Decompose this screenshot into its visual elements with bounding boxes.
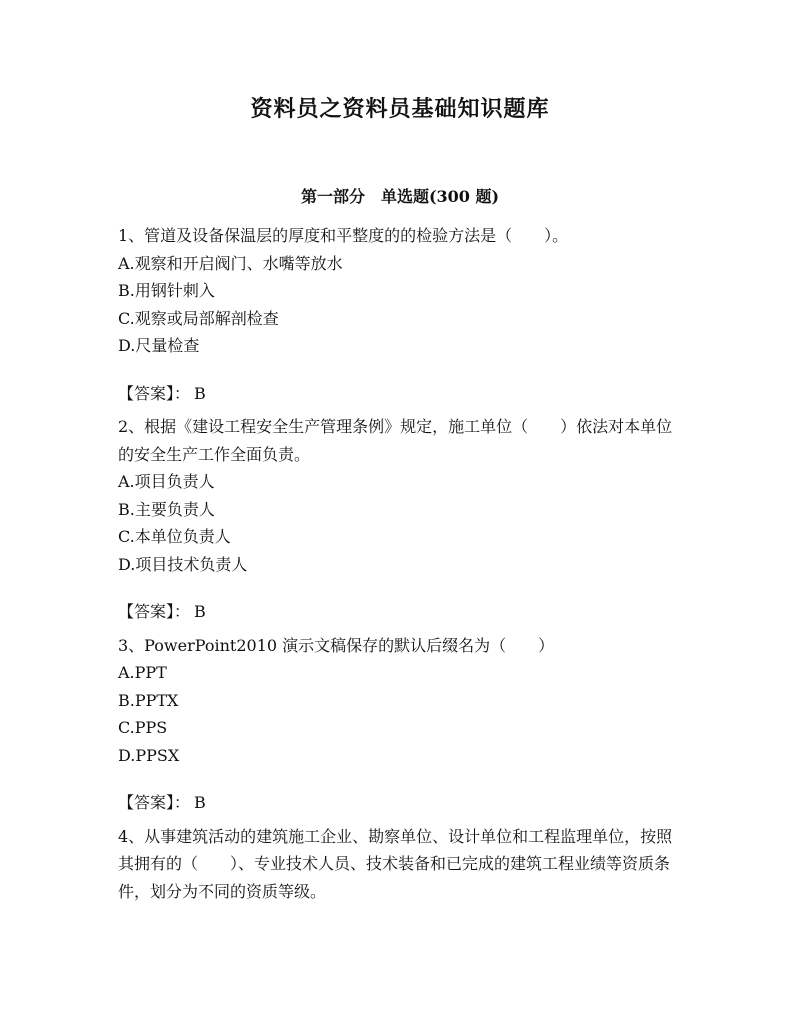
question-1 <box>118 222 688 407</box>
option-c: C.观察或局部解剖检查 <box>118 308 279 328</box>
answer-line <box>118 789 688 817</box>
option-d: D.项目技术负责人 <box>118 554 248 574</box>
question-stem: 4、从事建筑活动的建筑施工企业、勘察单位、设计单位和工程监理单位，按照其拥有的（ ）、专业技术人员、技术装备和已完成的建筑工程业绩等资质条件，划分为不同的资质等级。 <box>118 826 673 901</box>
document-title: 资料员之资料员基础知识题库 <box>250 96 550 122</box>
option-b: B.用钢针刺入 <box>118 281 215 300</box>
option-b: B.主要负责人 <box>118 499 215 519</box>
answer-line <box>118 598 688 626</box>
option-c: C.PPS <box>118 718 168 737</box>
question-stem: 3、PowerPoint2010 演示文稿保存的默认后缀名为（ ） <box>118 635 555 655</box>
answer-label: 【答案】： <box>118 793 191 812</box>
option-a: A.观察和开启阀门、水嘴等放水 <box>118 253 343 273</box>
question-2 <box>118 413 688 626</box>
question-3 <box>118 632 688 817</box>
question-stem: 1、管道及设备保温层的厚度和平整度的的检验方法是（ ）。 <box>118 226 569 245</box>
section-title: 第一部分 单选题(300 题) <box>300 187 500 206</box>
option-a: A.项目负责人 <box>118 472 215 491</box>
answer-value: B <box>194 602 206 621</box>
question-4 <box>118 823 688 906</box>
option-d: D.尺量检查 <box>118 336 200 355</box>
answer-label: 【答案】： <box>118 602 191 621</box>
answer-value: B <box>194 383 206 403</box>
option-d: D.PPSX <box>118 745 180 765</box>
option-c: C.本单位负责人 <box>118 527 231 546</box>
question-stem: 2、根据《建设工程安全生产管理条例》规定，施工单位（ ）依法对本单位的安全生产工作全面负责。 <box>118 417 673 464</box>
answer-value: B <box>194 793 206 812</box>
answer-line <box>118 380 688 408</box>
answer-label: 【答案】： <box>118 383 191 403</box>
question-list <box>118 222 688 905</box>
option-b: B.PPTX <box>118 690 179 710</box>
option-a: A.PPT <box>118 663 167 682</box>
